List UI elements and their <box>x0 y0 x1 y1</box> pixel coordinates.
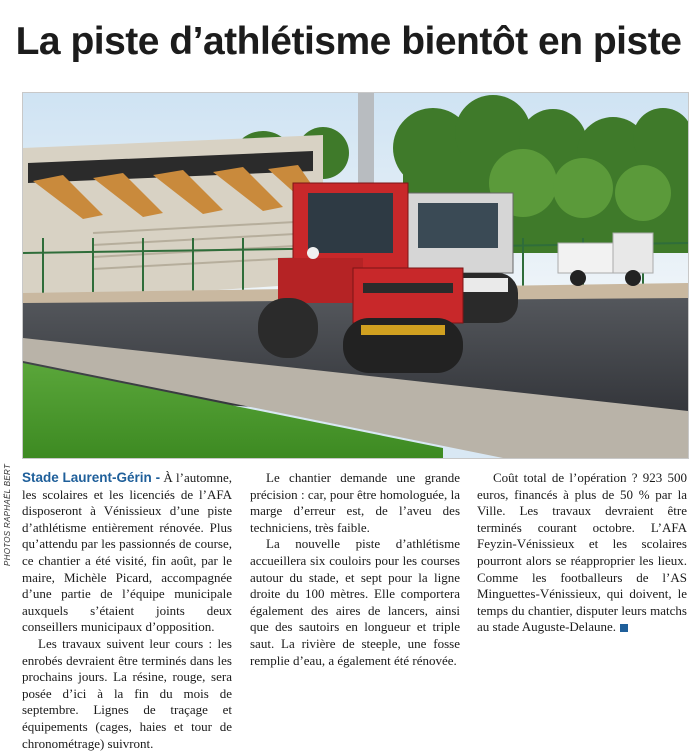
photo-credit: PHOTOS RAPHAËL BERT <box>3 463 12 566</box>
paragraph-4: La nouvelle piste d’athlétisme accueillera six couloirs pour les courses autour du stade, et sept pour la ligne droite du 100 mètres. Elle comportera également des aires de lancers, ainsi que des sautoirs en longueur et triple saut. La rivière de steeple, une fosse remplie d’eau, a également été rénovée. <box>250 536 460 668</box>
paragraph-1 <box>22 470 232 636</box>
column-3 <box>477 470 687 636</box>
column-2-text <box>250 470 460 669</box>
headline: La piste d’athlétisme bientôt en piste <box>15 20 682 63</box>
paragraph-1-text: À l’automne, les scolaires et les licenciés de l’AFA disposeront à Vénissieux d’une piste d’athlétisme entièrement rénovée. Plus qu’attendu par les passionnés de course, ce chantier a été visité, fin août, par le maire, Michèle Picard, accompagnée d’une partie de l’équipe municipale auxquels s’étaient joints deux conseillers municipaux d’opposition. <box>22 470 232 635</box>
end-mark-icon <box>620 624 628 632</box>
paragraph-5 <box>477 470 687 636</box>
paragraph-2: Les travaux suivent leur cours : les enrobés devraient être terminés dans les prochains jours. La résine, rouge, sera posée d’ici à la fin du mois de septembre. Lignes de traçage et équipements (cages, haies et tour de chronométrage) suivront. <box>22 635 232 751</box>
column-1 <box>22 470 232 752</box>
paragraph-5-text: Coût total de l’opération ? 923 500 euros, financés à plus de 50 % par la Ville. Les travaux devraient être terminés courant octobre. L’AFA Feyzin-Vénissieux et les scolaires pourront alors se réapproprier les lieux. Comme les footballeurs de l’AS Minguettes-Vénissieux, qui doivent, le temps du chantier, disputer leurs matchs au stade Auguste-Delaune. <box>477 470 687 635</box>
kicker: Stade Laurent-Gérin - <box>22 470 161 485</box>
article-body <box>22 470 687 751</box>
article-photo <box>22 92 689 459</box>
paragraph-3: Le chantier demande une grande précision : car, pour être homologuée, la marge d’erreur est, de l’aveu des techniciens, très faible. <box>250 470 460 535</box>
